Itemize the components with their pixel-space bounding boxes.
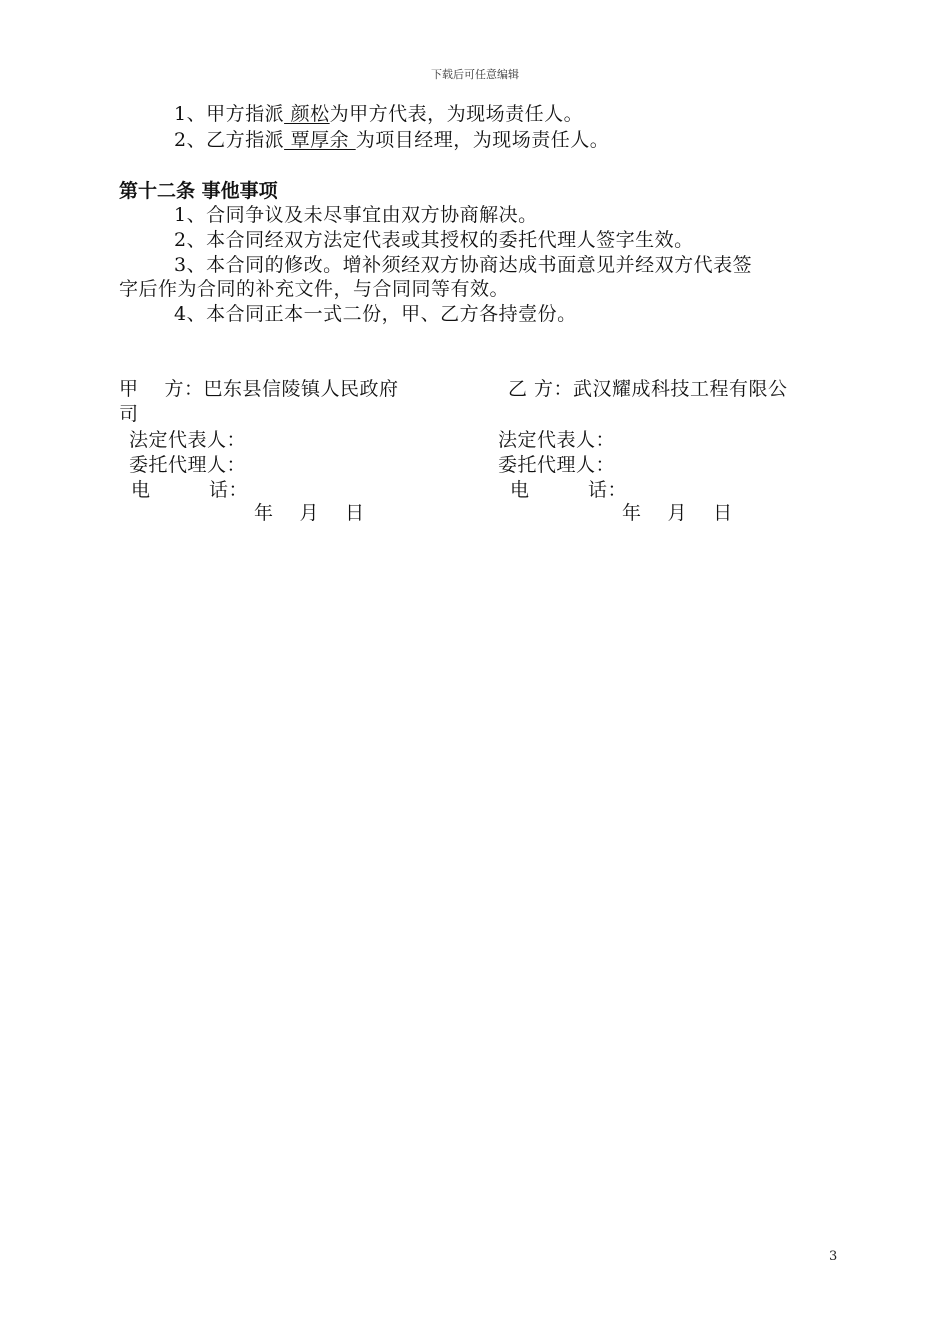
party-b-agent: 委托代理人：	[498, 454, 616, 476]
page-number: 3	[829, 1249, 838, 1264]
clause-item-1: 1、合同争议及未尽事宜由双方协商解决。	[174, 204, 538, 226]
delegate-a-suffix: 为甲方代表，为现场责任人。	[329, 103, 584, 125]
delegate-b-suffix: 为项目经理，为现场责任人。	[355, 129, 610, 151]
party-a-agent: 委托代理人：	[129, 454, 247, 476]
party-b-phone: 电 话：	[510, 479, 628, 501]
party-b-label: 乙 方：武汉耀成科技工程有限公	[508, 378, 788, 400]
delegate-b-prefix: 2、乙方指派	[174, 129, 285, 151]
party-b-date: 年 月 日	[622, 502, 733, 524]
delegate-b-name: 覃厚余	[284, 129, 356, 151]
party-a-date: 年 月 日	[254, 502, 365, 524]
party-a-legal-rep: 法定代表人：	[129, 429, 247, 451]
page-header: 下载后可任意编辑	[431, 68, 519, 81]
clause-item-3: 3、本合同的修改。增补须经双方协商达成书面意见并经双方代表签	[174, 254, 753, 276]
delegate-line-b	[174, 128, 609, 152]
delegate-line-a	[174, 102, 583, 126]
party-a-phone: 电 话：	[131, 479, 249, 501]
party-b-legal-rep: 法定代表人：	[498, 429, 616, 451]
delegate-a-prefix: 1、甲方指派	[174, 103, 285, 125]
delegate-a-name: 颜松	[284, 103, 330, 125]
section-title: 第十二条 事他事项	[119, 180, 278, 202]
clause-item-3-continued: 字后作为合同的补充文件，与合同同等有效。	[119, 278, 510, 300]
clause-item-4: 4、本合同正本一式二份，甲、乙方各持壹份。	[174, 303, 577, 325]
party-a-label: 甲 方：巴东县信陵镇人民政府	[119, 378, 399, 400]
party-b-label-wrap: 司	[119, 403, 139, 425]
clause-item-2: 2、本合同经双方法定代表或其授权的委托代理人签字生效。	[174, 229, 694, 251]
